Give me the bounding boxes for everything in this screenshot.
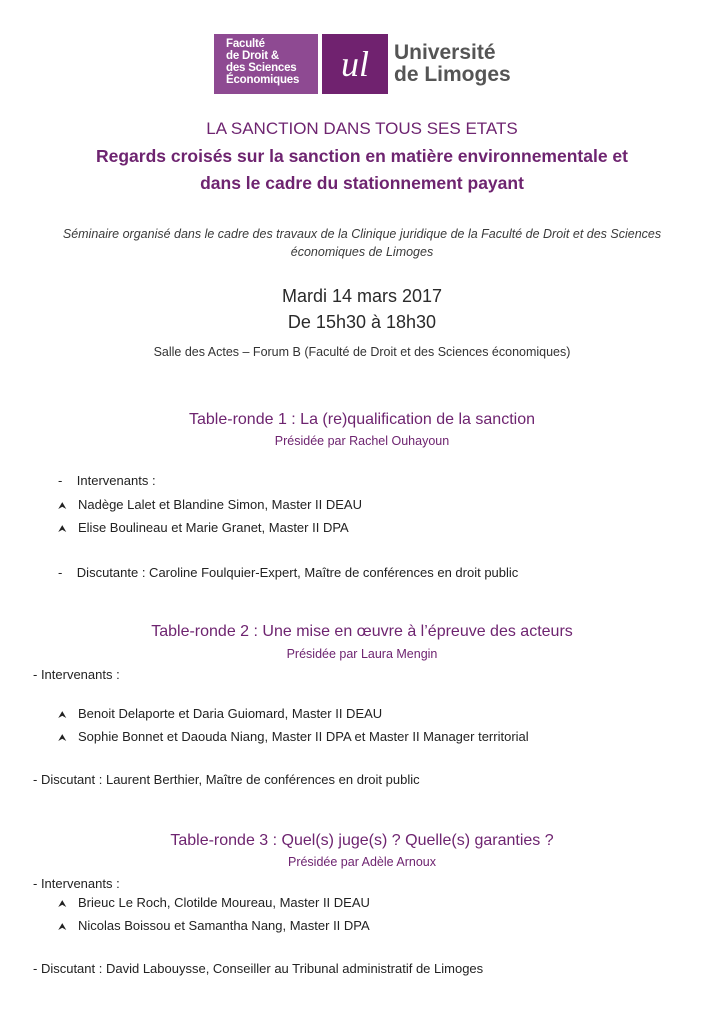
bullet-icon: ⮝ [58,501,67,512]
event-date: Mardi 14 mars 2017 [281,286,443,306]
list-item [58,729,529,744]
round2-speaker: Sophie Bonnet et Daouda Niang, Master II DPA et Master II Manager territorial [78,729,529,744]
faculty-logo-line: Faculté [226,38,265,50]
event-time: De 15h30 à 18h30 [287,312,437,332]
university-name-line2: de Limoges [394,63,511,86]
bullet-icon: ⮝ [58,524,67,535]
list-item [58,497,362,512]
round2-discussant: - Discutant : Laurent Berthier, Maître de conférences en droit public [33,772,420,787]
round3-speaker: Nicolas Boissou et Samantha Nang, Master II DPA [78,918,370,933]
round2-chair: Présidée par Laura Mengin [286,647,438,661]
round1-speakers-label-text: Intervenants : [76,473,156,488]
list-item [58,918,370,933]
ul-monogram-text: ul [340,44,370,84]
round1-speakers-label [58,473,156,488]
bullet-icon: ⮝ [58,922,67,933]
round3-discussant: - Discutant : David Labouysse, Conseiller au Tribunal administratif de Limoges [33,961,484,976]
bullet-icon: ⮝ [58,710,67,721]
round3-title: Table-ronde 3 : Quel(s) juge(s) ? Quelle(s) garanties ? [170,832,554,849]
bullet-icon: ⮝ [58,733,67,744]
round1-speaker: Nadège Lalet et Blandine Simon, Master II DEAU [78,497,362,512]
round1-discussant [58,565,518,580]
round3-speakers-label: - Intervenants : [33,876,120,891]
page-subtitle-line2: dans le cadre du stationnement payant [200,173,524,193]
event-place: Salle des Actes – Forum B (Faculté de Droit et des Sciences économiques) [153,345,571,359]
ul-monogram-icon [322,34,388,94]
faculty-logo-line: des Sciences [226,62,297,74]
dash-marker: - [58,565,63,580]
round1-discussant-text: Discutante : Caroline Foulquier-Expert, Maître de conférences en droit public [76,565,519,580]
list-item [58,520,349,535]
round2-speaker: Benoit Delaporte et Daria Guiomard, Master II DEAU [78,706,383,721]
list-item [58,895,370,910]
faculty-logo-line: Économiques [226,74,300,86]
university-name [394,42,511,86]
university-logo-mark [322,34,388,94]
faculty-logo-line: de Droit & [226,50,279,62]
university-name-line1: Université [394,41,496,64]
round1-title: Table-ronde 1 : La (re)qualification de la sanction [189,411,535,428]
round1-chair: Présidée par Rachel Ouhayoun [274,434,450,448]
round2-title: Table-ronde 2 : Une mise en œuvre à l’épreuve des acteurs [151,623,573,640]
page-subtitle-line1: Regards croisés sur la sanction en matière environnementale et [95,146,628,166]
round3-speaker: Brieuc Le Roch, Clotilde Moureau, Master II DEAU [78,895,370,910]
round1-speaker: Elise Boulineau et Marie Granet, Master II DPA [78,520,349,535]
bullet-icon: ⮝ [58,899,67,910]
round3-chair: Présidée par Adèle Arnoux [287,855,437,869]
dash-marker: - [58,473,63,488]
list-item [58,706,382,721]
round2-speakers-label: - Intervenants : [33,667,120,682]
seminar-description: Séminaire organisé dans le cadre des travaux de la Clinique juridique de la Faculté de Droit et des Sciences économiques de Limoges [62,227,662,259]
page-title: LA SANCTION DANS TOUS SES ETATS [206,119,518,138]
faculty-logo [214,34,318,94]
